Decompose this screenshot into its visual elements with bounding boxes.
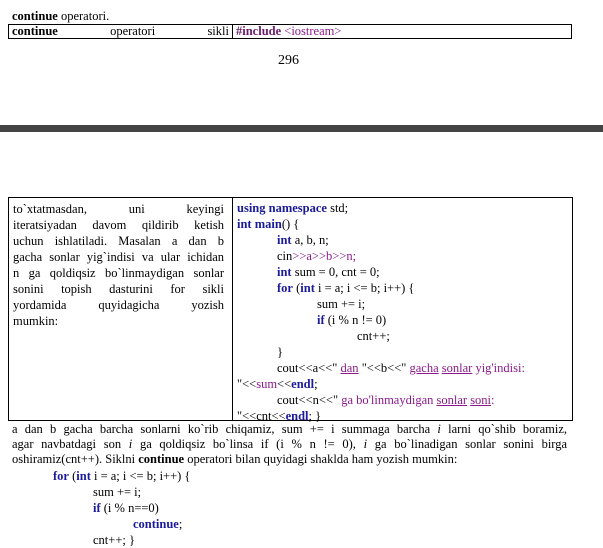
left-text-line: to`xtatmasdan, uni keyingi: [13, 202, 224, 216]
page-separator: [0, 125, 603, 132]
code-line-using: using namespace std;: [237, 201, 349, 215]
paragraph-line: a dan b gacha barcha sonlarni ko`rib chiqamiz, sum += i summaga barcha i larni qo`shib boramiz,: [12, 422, 568, 436]
header-continue: continue: [12, 24, 58, 39]
header-right-cell: [233, 25, 572, 39]
second-code-block: [53, 468, 190, 548]
header-left-cell: [9, 25, 233, 39]
left-text-line: gacha sonlar yig`indisi va ular ichidan: [13, 250, 224, 264]
code-line-cin: cin>>a>>b>>n;: [277, 249, 357, 263]
code-line-cout1-cont: "<<sum<<endl;: [237, 377, 318, 391]
code-line-sum-add: sum += i;: [317, 297, 366, 311]
include-keyword: #include: [236, 24, 282, 39]
header-operatori: operatori: [110, 24, 156, 39]
header-row: [9, 25, 572, 39]
code2-line-continue: continue;: [133, 517, 183, 531]
code-line-for: for (int i = a; i <= b; i++) {: [277, 281, 415, 295]
explanation-paragraph: [12, 422, 567, 467]
code-line-cnt: cnt++;: [357, 329, 390, 343]
left-text-column: [13, 201, 224, 329]
left-text-line: uchun ishlatiladi. Masalan a dan b: [13, 234, 224, 248]
continue-keyword: continue: [12, 9, 58, 23]
code-column: [237, 200, 569, 424]
code-line-close: }: [277, 345, 283, 359]
code-line-main: int main() {: [237, 217, 300, 231]
paragraph-line: agar navbatdagi son i ga qoldiqsiz bo`linsa if (i % n != 0), i ga bo`linadigan sonlar sonini birga: [12, 437, 568, 451]
header-table: [8, 24, 572, 39]
code-line-cout2-cont: "<<cnt<<endl; }: [237, 409, 322, 423]
code-line-decl: int a, b, n;: [277, 233, 329, 247]
header-sikli: sikli: [207, 24, 229, 39]
code2-line-cnt: cnt++; }: [93, 533, 135, 547]
column-divider: [232, 198, 233, 420]
code2-line-for: for (int i = a; i <= b; i++) {: [53, 469, 191, 483]
code2-line-sum: sum += i;: [93, 485, 142, 499]
left-text-line: yordamida quyidagicha yozish: [13, 298, 224, 312]
code-line-cout2: cout<<n<<" ga bo'linmaydigan sonlar soni:: [277, 393, 495, 407]
left-text-line: n ga qoldiqsiz bo`linmaydigan sonlar: [13, 266, 224, 280]
include-library: <iostream>: [281, 24, 342, 39]
content-table: [8, 197, 573, 421]
left-text-line: mumkin:: [13, 314, 59, 328]
left-text-line: sonini topish dasturini for sikli: [13, 282, 224, 296]
page-number: 296: [278, 53, 299, 68]
code-line-if: if (i % n != 0): [317, 313, 387, 327]
paragraph-line: oshiramiz(cnt++). Siklni continue operatori bilan quyidagi shaklda ham yozish mumkin:: [12, 452, 458, 466]
code-line-sum-decl: int sum = 0, cnt = 0;: [277, 265, 380, 279]
code2-line-if: if (i % n==0): [93, 501, 159, 515]
top-line: [12, 10, 109, 23]
code-line-cout1: cout<<a<<" dan "<<b<<" gacha sonlar yig'indisi:: [277, 361, 525, 375]
left-text-line: iteratsiyadan davom qildirib ketish: [13, 218, 224, 232]
top-line-rest: operatori.: [57, 9, 110, 23]
